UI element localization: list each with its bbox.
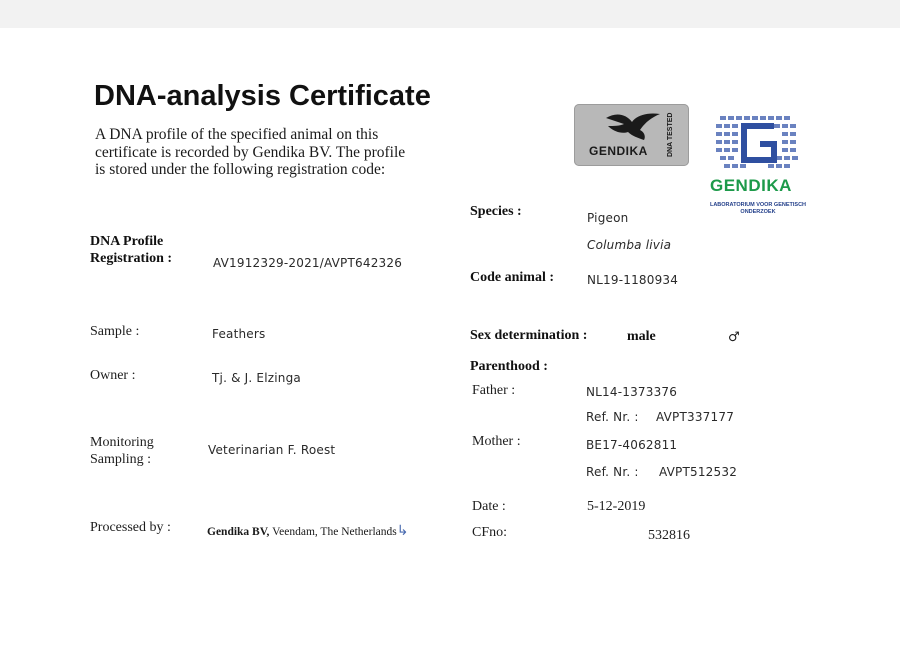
monitoring-label-line1: Monitoring [90, 435, 154, 450]
processed-value [207, 523, 409, 539]
dna-tested-badge [574, 104, 689, 166]
owner-label: Owner : [90, 368, 136, 383]
father-ref-value: AVPT337177 [656, 410, 735, 424]
species-latin: Columba livia [587, 238, 672, 252]
species-label: Species : [470, 204, 522, 219]
code-animal-value: NL19-1180934 [587, 273, 679, 287]
date-label: Date : [472, 499, 506, 514]
sex-label: Sex determination : [470, 328, 588, 343]
processed-value-location: Veendam, The Netherlands [269, 526, 397, 538]
mother-label: Mother : [472, 434, 521, 449]
gendika-logo [706, 112, 810, 222]
certificate-intro: A DNA profile of the specified animal on this certificate is recorded by Gendika BV. The profile is stored under the following registration code: [95, 126, 406, 178]
cfno-label: CFno: [472, 525, 508, 540]
sex-value: male [627, 329, 656, 344]
father-value: NL14-1373376 [586, 385, 678, 399]
gendika-logo-name: GENDIKA [710, 176, 792, 195]
processed-value-company: Gendika BV, [207, 526, 270, 538]
father-label: Father : [472, 383, 516, 398]
mother-value: BE17-4062811 [586, 438, 678, 452]
badge-side-text: DNA TESTED [667, 112, 674, 158]
registration-label-line1: DNA Profile [90, 234, 164, 249]
pigeon-logo-icon [602, 110, 664, 144]
registration-label-line2: Registration : [90, 251, 173, 266]
certificate-page [0, 28, 900, 669]
date-value: 5-12-2019 [587, 499, 646, 514]
mother-ref-value: AVPT512532 [659, 465, 738, 479]
monitoring-label-line2: Sampling : [90, 452, 152, 467]
gendika-logo-subtitle: LABORATORIUM VOOR GENETISCH ONDERZOEK [709, 202, 807, 215]
species-value: Pigeon [587, 211, 629, 225]
parenthood-label: Parenthood : [470, 359, 548, 374]
owner-value: Tj. & J. Elzinga [212, 371, 301, 385]
sample-value: Feathers [212, 327, 266, 341]
monitoring-value: Veterinarian F. Roest [208, 443, 336, 457]
father-ref-label: Ref. Nr. : [586, 410, 639, 424]
cfno-value: 532816 [648, 528, 690, 543]
signature-tick-icon: ↳ [396, 523, 409, 539]
registration-value: AV1912329-2021/AVPT642326 [213, 256, 403, 270]
certificate-title: DNA-analysis Certificate [94, 80, 431, 112]
sample-label: Sample : [90, 324, 140, 339]
gendika-grid-icon [714, 112, 804, 174]
code-animal-label: Code animal : [470, 270, 554, 285]
mother-ref-label: Ref. Nr. : [586, 465, 639, 479]
processed-label: Processed by : [90, 520, 171, 535]
badge-brand: GENDIKA [589, 144, 648, 158]
male-symbol-icon: ♂ [728, 330, 740, 345]
